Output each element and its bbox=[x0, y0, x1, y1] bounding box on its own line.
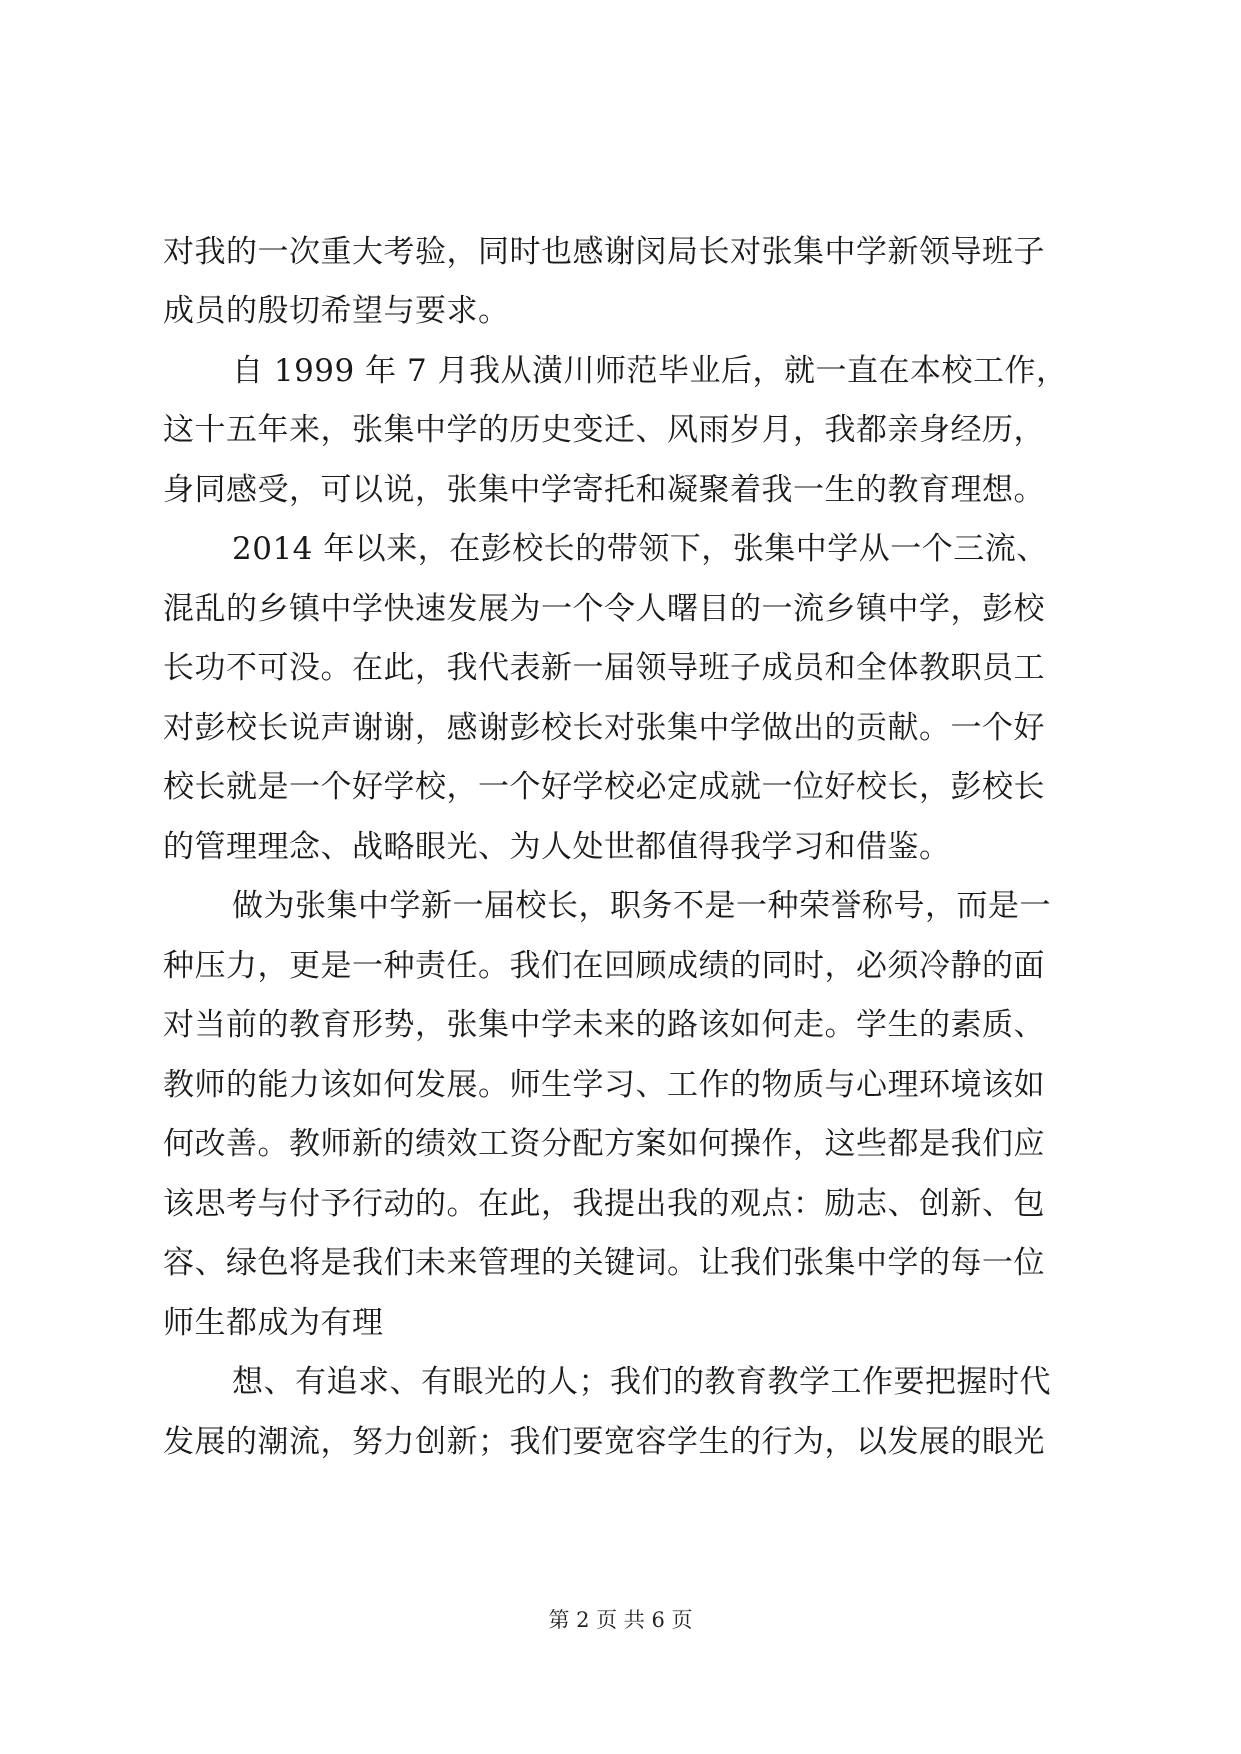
body-text-line: 何改善。教师新的绩效工资分配方案如何操作，这些都是我们应 bbox=[163, 1126, 1045, 1162]
body-text-line: 成员的殷切希望与要求。 bbox=[163, 293, 510, 329]
body-text-line: 做为张集中学新一届校长，职务不是一种荣誉称号，而是一 bbox=[232, 888, 1051, 924]
body-text-line: 校长就是一个好学校，一个好学校必定成就一位好校长，彭校长 bbox=[163, 769, 1045, 805]
body-text-line: 这十五年来，张集中学的历史变迁、风雨岁月，我都亲身经历， bbox=[163, 412, 1045, 448]
body-text-line: 自 1999 年 7 月我从潢川师范毕业后，就一直在本校工作， bbox=[232, 353, 1068, 389]
page-number-footer: 第 2 页 共 6 页 bbox=[548, 1608, 693, 1632]
body-text-line: 的管理理念、战略眼光、为人处世都值得我学习和借鉴。 bbox=[163, 829, 951, 865]
body-text-line: 对彭校长说声谢谢，感谢彭校长对张集中学做出的贡献。一个好 bbox=[163, 710, 1045, 746]
body-text-line: 2014 年以来，在彭校长的带领下，张集中学从一个三流、 bbox=[232, 531, 1048, 567]
body-text-line: 容、绿色将是我们未来管理的关键词。让我们张集中学的每一位 bbox=[163, 1245, 1045, 1281]
body-text-line: 身同感受，可以说，张集中学寄托和凝聚着我一生的教育理想。 bbox=[163, 472, 1045, 508]
body-text-line: 对当前的教育形势，张集中学未来的路该如何走。学生的素质、 bbox=[163, 1007, 1045, 1043]
body-text-line: 长功不可没。在此，我代表新一届领导班子成员和全体教职员工 bbox=[163, 650, 1045, 686]
body-text-line: 混乱的乡镇中学快速发展为一个令人曙目的一流乡镇中学，彭校 bbox=[163, 591, 1045, 627]
body-text-line: 种压力，更是一种责任。我们在回顾成绩的同时，必须冷静的面 bbox=[163, 948, 1045, 984]
body-text-line: 师生都成为有理 bbox=[163, 1305, 384, 1341]
body-text-line: 想、有追求、有眼光的人；我们的教育教学工作要把握时代 bbox=[232, 1364, 1051, 1400]
body-text-line: 对我的一次重大考验，同时也感谢闵局长对张集中学新领导班子 bbox=[163, 234, 1045, 270]
body-text-line: 该思考与付予行动的。在此，我提出我的观点：励志、创新、包 bbox=[163, 1186, 1045, 1222]
body-text-line: 发展的潮流，努力创新；我们要宽容学生的行为，以发展的眼光 bbox=[163, 1424, 1045, 1460]
body-text-line: 教师的能力该如何发展。师生学习、工作的物质与心理环境该如 bbox=[163, 1067, 1045, 1103]
